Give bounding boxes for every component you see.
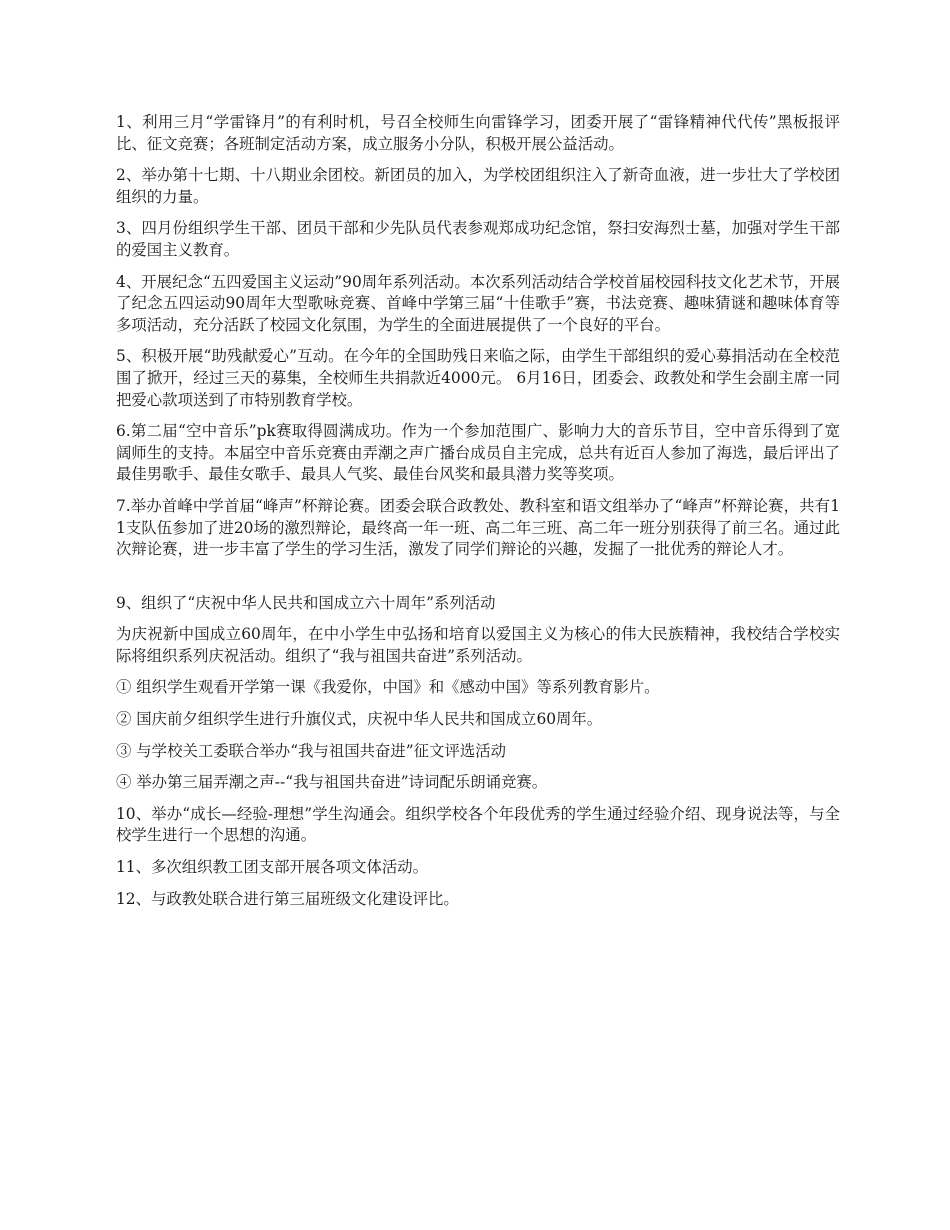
document-body (116, 112, 840, 920)
paragraph-6: 6.第二届“空中音乐”pk赛取得圆满成功。作为一个参加范围广、影响力大的音乐节目，空中音乐得到了宽阔师生的支持。本届空中音乐竞赛由弄潮之声广播台成员自主完成，总共有近百人参加了海选，最后评出了最佳男歌手、最佳女歌手、最具人气奖、最佳台风奖和最具潜力奖等奖项。 (116, 422, 840, 484)
paragraph-2: 2、举办第十七期、十八期业余团校。新团员的加入，为学校团组织注入了新奇血液，进一步壮大了学校团组织的力量。 (116, 166, 840, 206)
paragraph-10: 10、举办“成长—经验-理想”学生沟通会。组织学校各个年段优秀的学生通过经验介绍、现身说法等，与全校学生进行一个思想的沟通。 (116, 804, 840, 845)
paragraph-5: 5、积极开展“助残献爱心”互动。在今年的全国助残日来临之际，由学生干部组织的爱心募捐活动在全校范围了掀开，经过三天的募集，全校师生共捐款近4000元。 6月16日，团委会、政教处和学生会副主席一同把爱心款项送到了市特别教育学校。 (116, 347, 840, 409)
paragraph-9-intro: 为庆祝新中国成立60周年，在中小学生中弘扬和培育以爱国主义为核心的伟大民族精神，我校结合学校实际将组织系列庆祝活动。组织了“我与祖国共奋进”系列活动。 (116, 625, 840, 665)
list-item-1: ① 组织学生观看开学第一课《我爱你，中国》和《感动中国》等系列教育影片。 (116, 678, 660, 697)
list-item-2: ② 国庆前夕组织学生进行升旗仪式，庆祝中华人民共和国成立60周年。 (116, 710, 603, 729)
paragraph-1: 1、利用三月“学雷锋月”的有利时机，号召全校师生向雷锋学习，团委开展了“雷锋精神代代传”黑板报评比、征文竞赛；各班制定活动方案，成立服务小分队，积极开展公益活动。 (116, 113, 840, 153)
paragraph-7: 7.举办首峰中学首届“峰声”杯辩论赛。团委会联合政教处、教科室和语文组举办了“峰声”杯辩论赛，共有11支队伍参加了进20场的激烈辩论，最终高一年一班、高二年三班、高二年一班分别获得了前三名。通过此次辩论赛，进一步丰富了学生的学习生活，激发了同学们辩论的兴趣，发掘了一批优秀的辩论人才。 (116, 496, 840, 559)
paragraph-3: 3、四月份组织学生干部、团员干部和少先队员代表参观郑成功纪念馆，祭扫安海烈士墓，加强对学生干部的爱国主义教育。 (116, 219, 840, 259)
list-item-3: ③ 与学校关工委联合举办“我与祖国共奋进”征文评选活动 (116, 741, 507, 760)
paragraph-4: 4、开展纪念“五四爱国主义运动”90周年系列活动。本次系列活动结合学校首届校园科技文化艺术节，开展了纪念五四运动90周年大型歌咏竞赛、首峰中学第三届“十佳歌手”赛，书法竞赛、趣味猜谜和趣味体育等多项活动，充分活跃了校园文化氛围，为学生的全面进展提供了一个良好的平台。 (116, 272, 840, 334)
paragraph-9-heading: 9、组织了“庆祝中华人民共和国成立六十周年”系列活动 (116, 593, 496, 612)
list-item-4: ④ 举办第三届弄潮之声--“我与祖国共奋进”诗词配乐朗诵竞赛。 (116, 773, 548, 792)
paragraph-11: 11、多次组织教工团支部开展各项文体活动。 (116, 858, 429, 877)
paragraph-12: 12、与政教处联合进行第三届班级文化建设评比。 (116, 889, 459, 908)
